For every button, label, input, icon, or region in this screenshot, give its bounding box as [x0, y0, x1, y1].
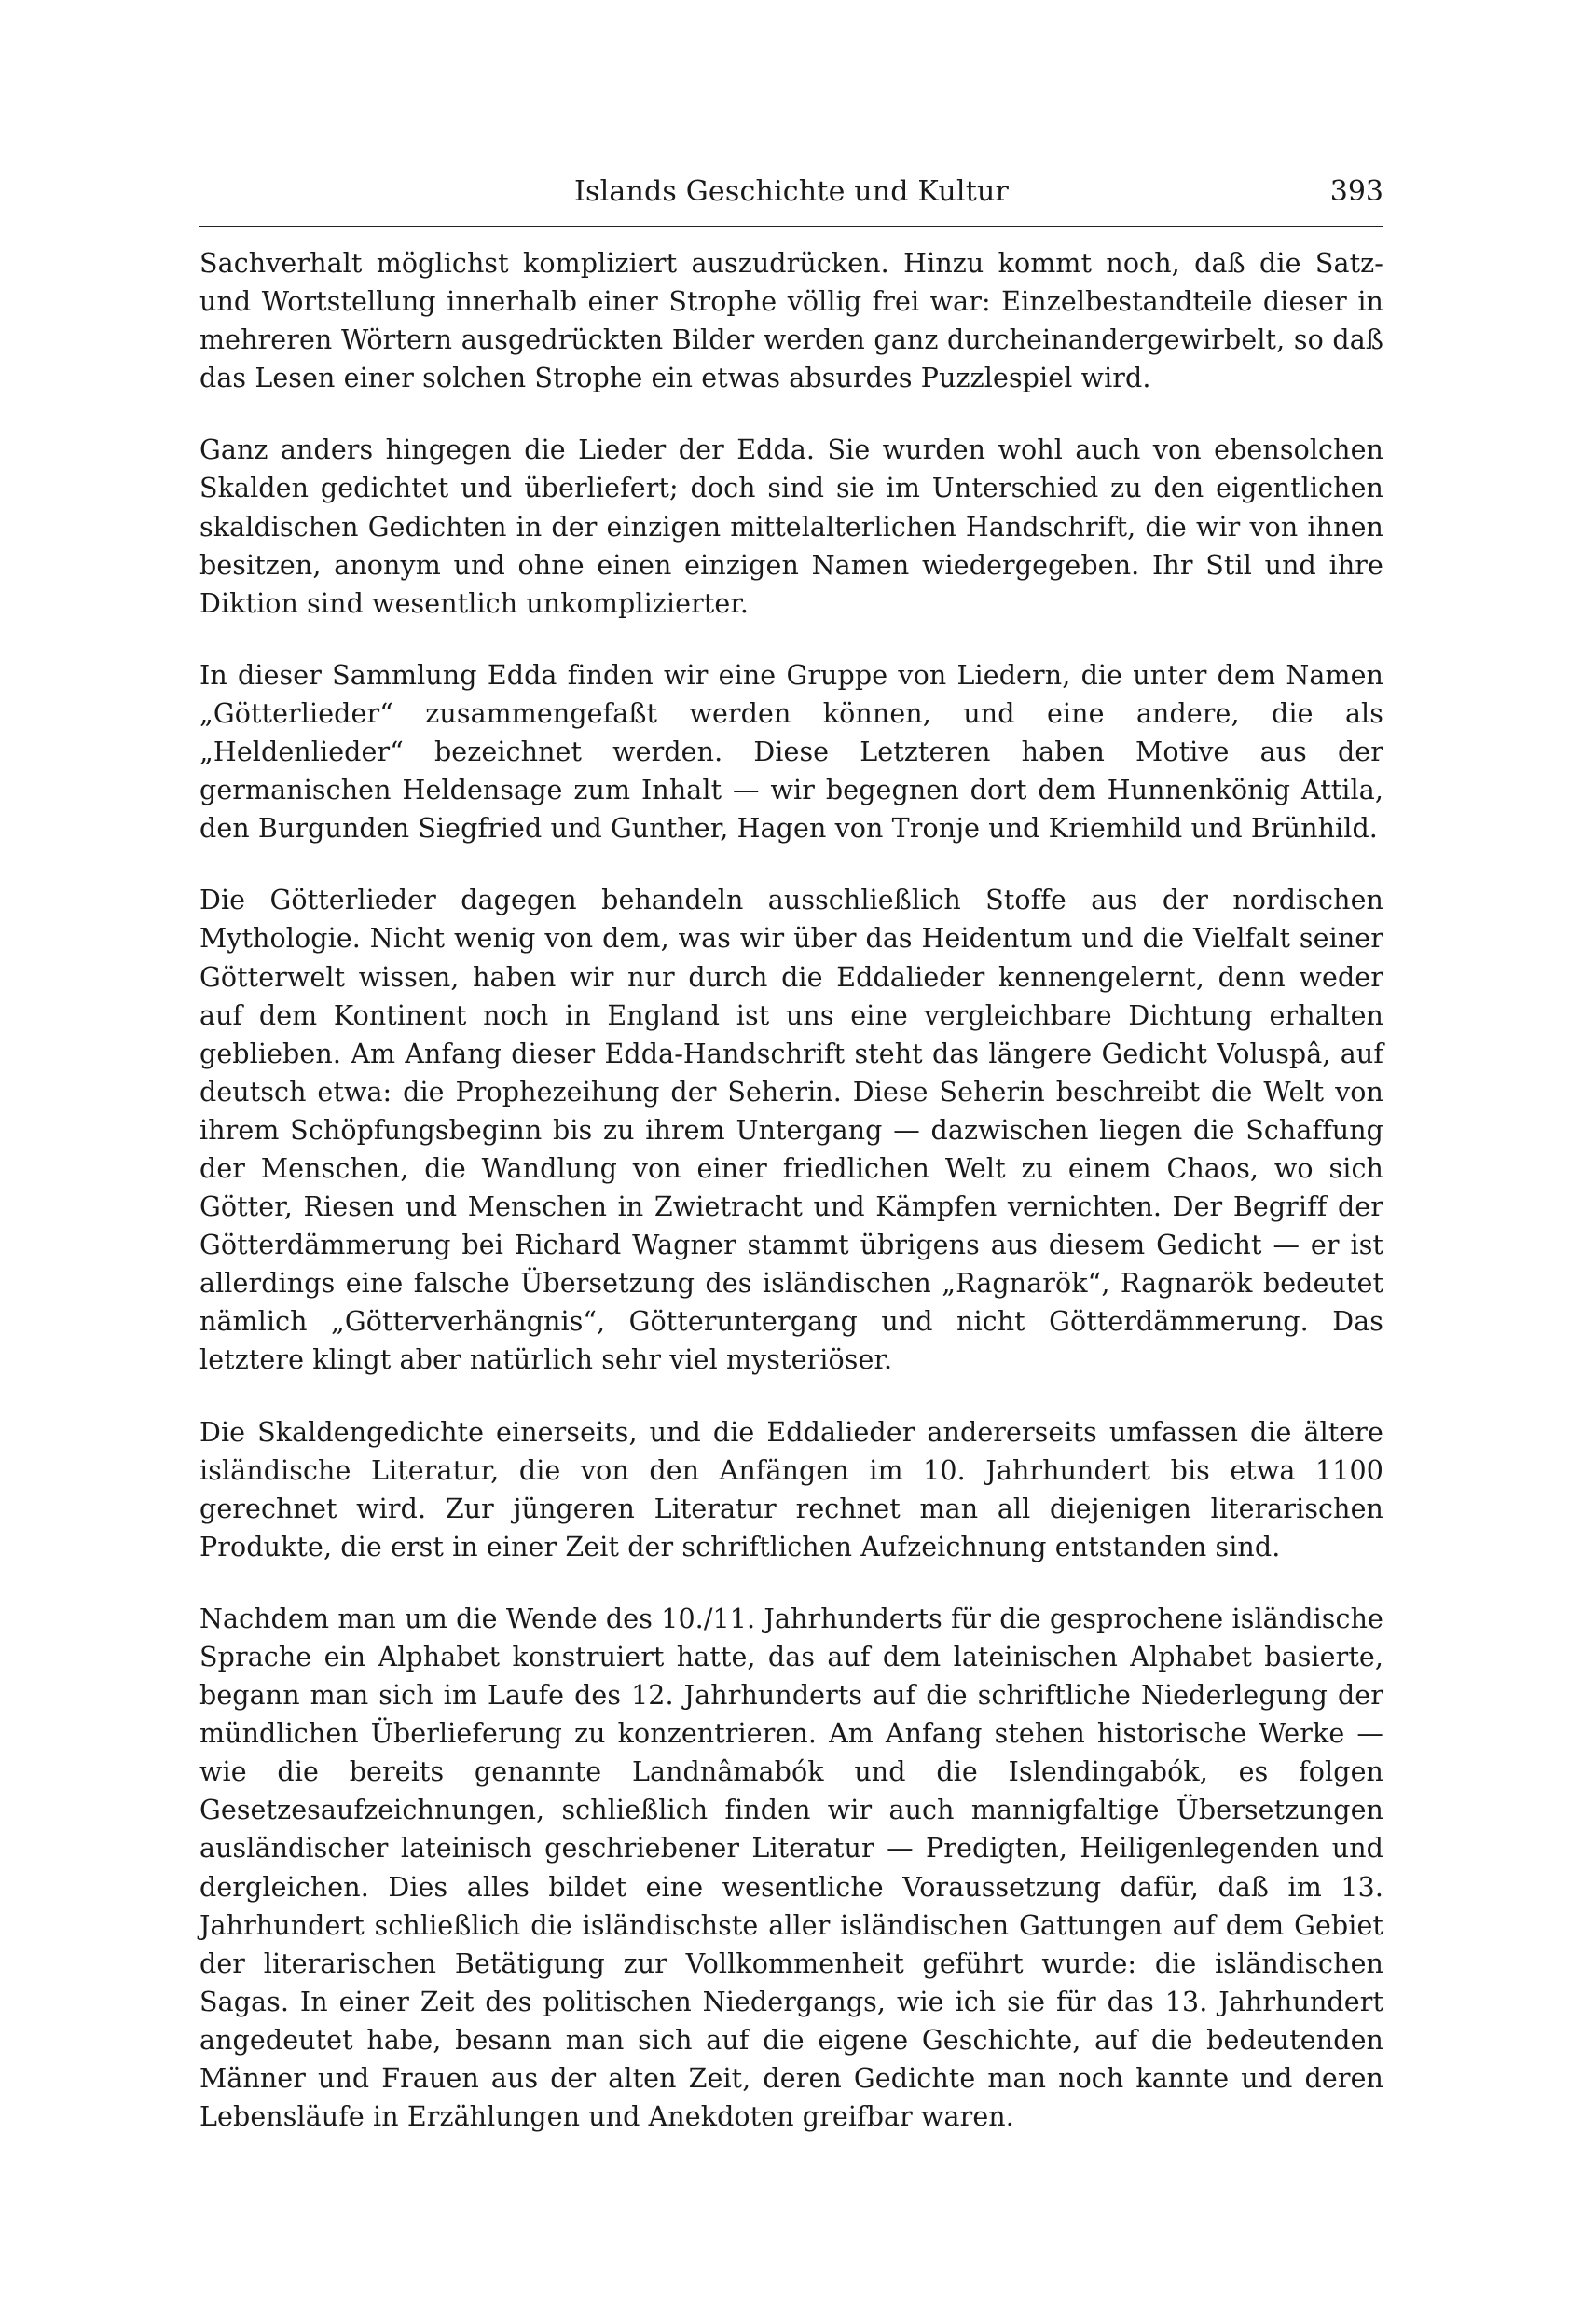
paragraph-2: Ganz anders hingegen die Lieder der Edda. Sie wurden wohl auch von ebensolchen Skalden gedichtet und überliefert; doch sind sie im Unterschied zu den eigentlichen skaldischen Gedichten in der einzigen mittelalterlichen Handschrift, die wir von ihnen besitzen, anonym und ohne einen einzigen Namen wiedergegeben. Ihr Stil und ihre Diktion sind wesentlich unkomplizierter.	[200, 434, 1383, 619]
running-header	[200, 168, 1383, 227]
paragraph-5: Die Skaldengedichte einerseits, und die Eddalieder andererseits umfassen die ältere isländische Literatur, die von den Anfängen im 10. Jahrhundert bis etwa 1100 gerechnet wird. Zur jüngeren Literatur rechnet man all diejenigen literarischen Produkte, die erst in einer Zeit der schriftlichen Aufzeichnung entstanden sind.	[200, 1416, 1383, 1562]
body-text	[200, 244, 1383, 2136]
running-title: Islands Geschichte und Kultur	[573, 175, 1010, 208]
book-page	[200, 168, 1383, 2256]
page-number: 393	[1329, 175, 1383, 208]
paragraph-6: Nachdem man um die Wende des 10./11. Jahrhunderts für die gesprochene isländische Sprache ein Alphabet konstruiert hatte, das auf dem lateinischen Alphabet basierte, begann man sich im Laufe des 12. Jahrhunderts auf die schriftliche Niederlegung der mündlichen Überlieferung zu konzentrieren. Am Anfang stehen historische Werke — wie die bereits genannte Landnâmabók und die Islendingabók, es folgen Gesetzesaufzeichnungen, schließlich finden wir auch mannigfaltige Übersetzungen ausländischer lateinisch geschriebener Literatur — Predigten, Heiligenlegenden und dergleichen. Dies alles bildet eine wesentliche Voraussetzung dafür, daß im 13. Jahrhundert schließlich die isländischste aller isländischen Gattungen auf dem Gebiet der literarischen Betätigung zur Vollkommenheit geführt wurde: die isländischen Sagas. In einer Zeit des politischen Niedergangs, wie ich sie für das 13. Jahrhundert angedeutet habe, besann man sich auf die eigene Geschichte, auf die bedeutenden Männer und Frauen aus der alten Zeit, deren Gedichte man noch kannte und deren Lebensläufe in Erzählungen und Anekdoten greifbar waren.	[200, 1603, 1383, 2133]
paragraph-1: Sachverhalt möglichst kompliziert auszudrücken. Hinzu kommt noch, daß die Satz- und Wortstellung innerhalb einer Strophe völlig frei war: Einzelbestandteile dieser in mehreren Wörtern ausgedrückten Bilder werden ganz durcheinandergewirbelt, so daß das Lesen einer solchen Strophe ein etwas absurdes Puzzlespiel wird.	[200, 248, 1383, 394]
paragraph-4: Die Götterlieder dagegen behandeln ausschließlich Stoffe aus der nordischen Mythologie. Nicht wenig von dem, was wir über das Heidentum und die Vielfalt seiner Götterwelt wissen, haben wir nur durch die Eddalieder kennengelernt, denn weder auf dem Kontinent noch in England ist uns eine vergleichbare Dichtung erhalten geblieben. Am Anfang dieser Edda-Handschrift steht das längere Gedicht Voluspâ, auf deutsch etwa: die Prophezeihung der Seherin. Diese Seherin beschreibt die Welt von ihrem Schöpfungsbeginn bis zu ihrem Untergang — dazwischen liegen die Schaffung der Menschen, die Wandlung von einer friedlichen Welt zu einem Chaos, wo sich Götter, Riesen und Menschen in Zwietracht und Kämpfen vernichten. Der Begriff der Götterdämmerung bei Richard Wagner stammt übrigens aus diesem Gedicht — er ist allerdings eine falsche Übersetzung des isländischen „Ragnarök“, Ragnarök bedeutet nämlich „Götterverhängnis“, Götteruntergang und nicht Götterdämmerung. Das letztere klingt aber natürlich sehr viel mysteriöser.	[200, 885, 1383, 1376]
paragraph-3: In dieser Sammlung Edda finden wir eine Gruppe von Liedern, die unter dem Namen „Götterlieder“ zusammengefaßt werden können, und eine andere, die als „Heldenlieder“ bezeichnet werden. Diese Letzteren haben Motive aus der germanischen Heldensage zum Inhalt — wir begegnen dort dem Hunnenkönig Attila, den Burgunden Siegfried und Gunther, Hagen von Tronje und Kriemhild und Brünhild.	[200, 659, 1383, 845]
